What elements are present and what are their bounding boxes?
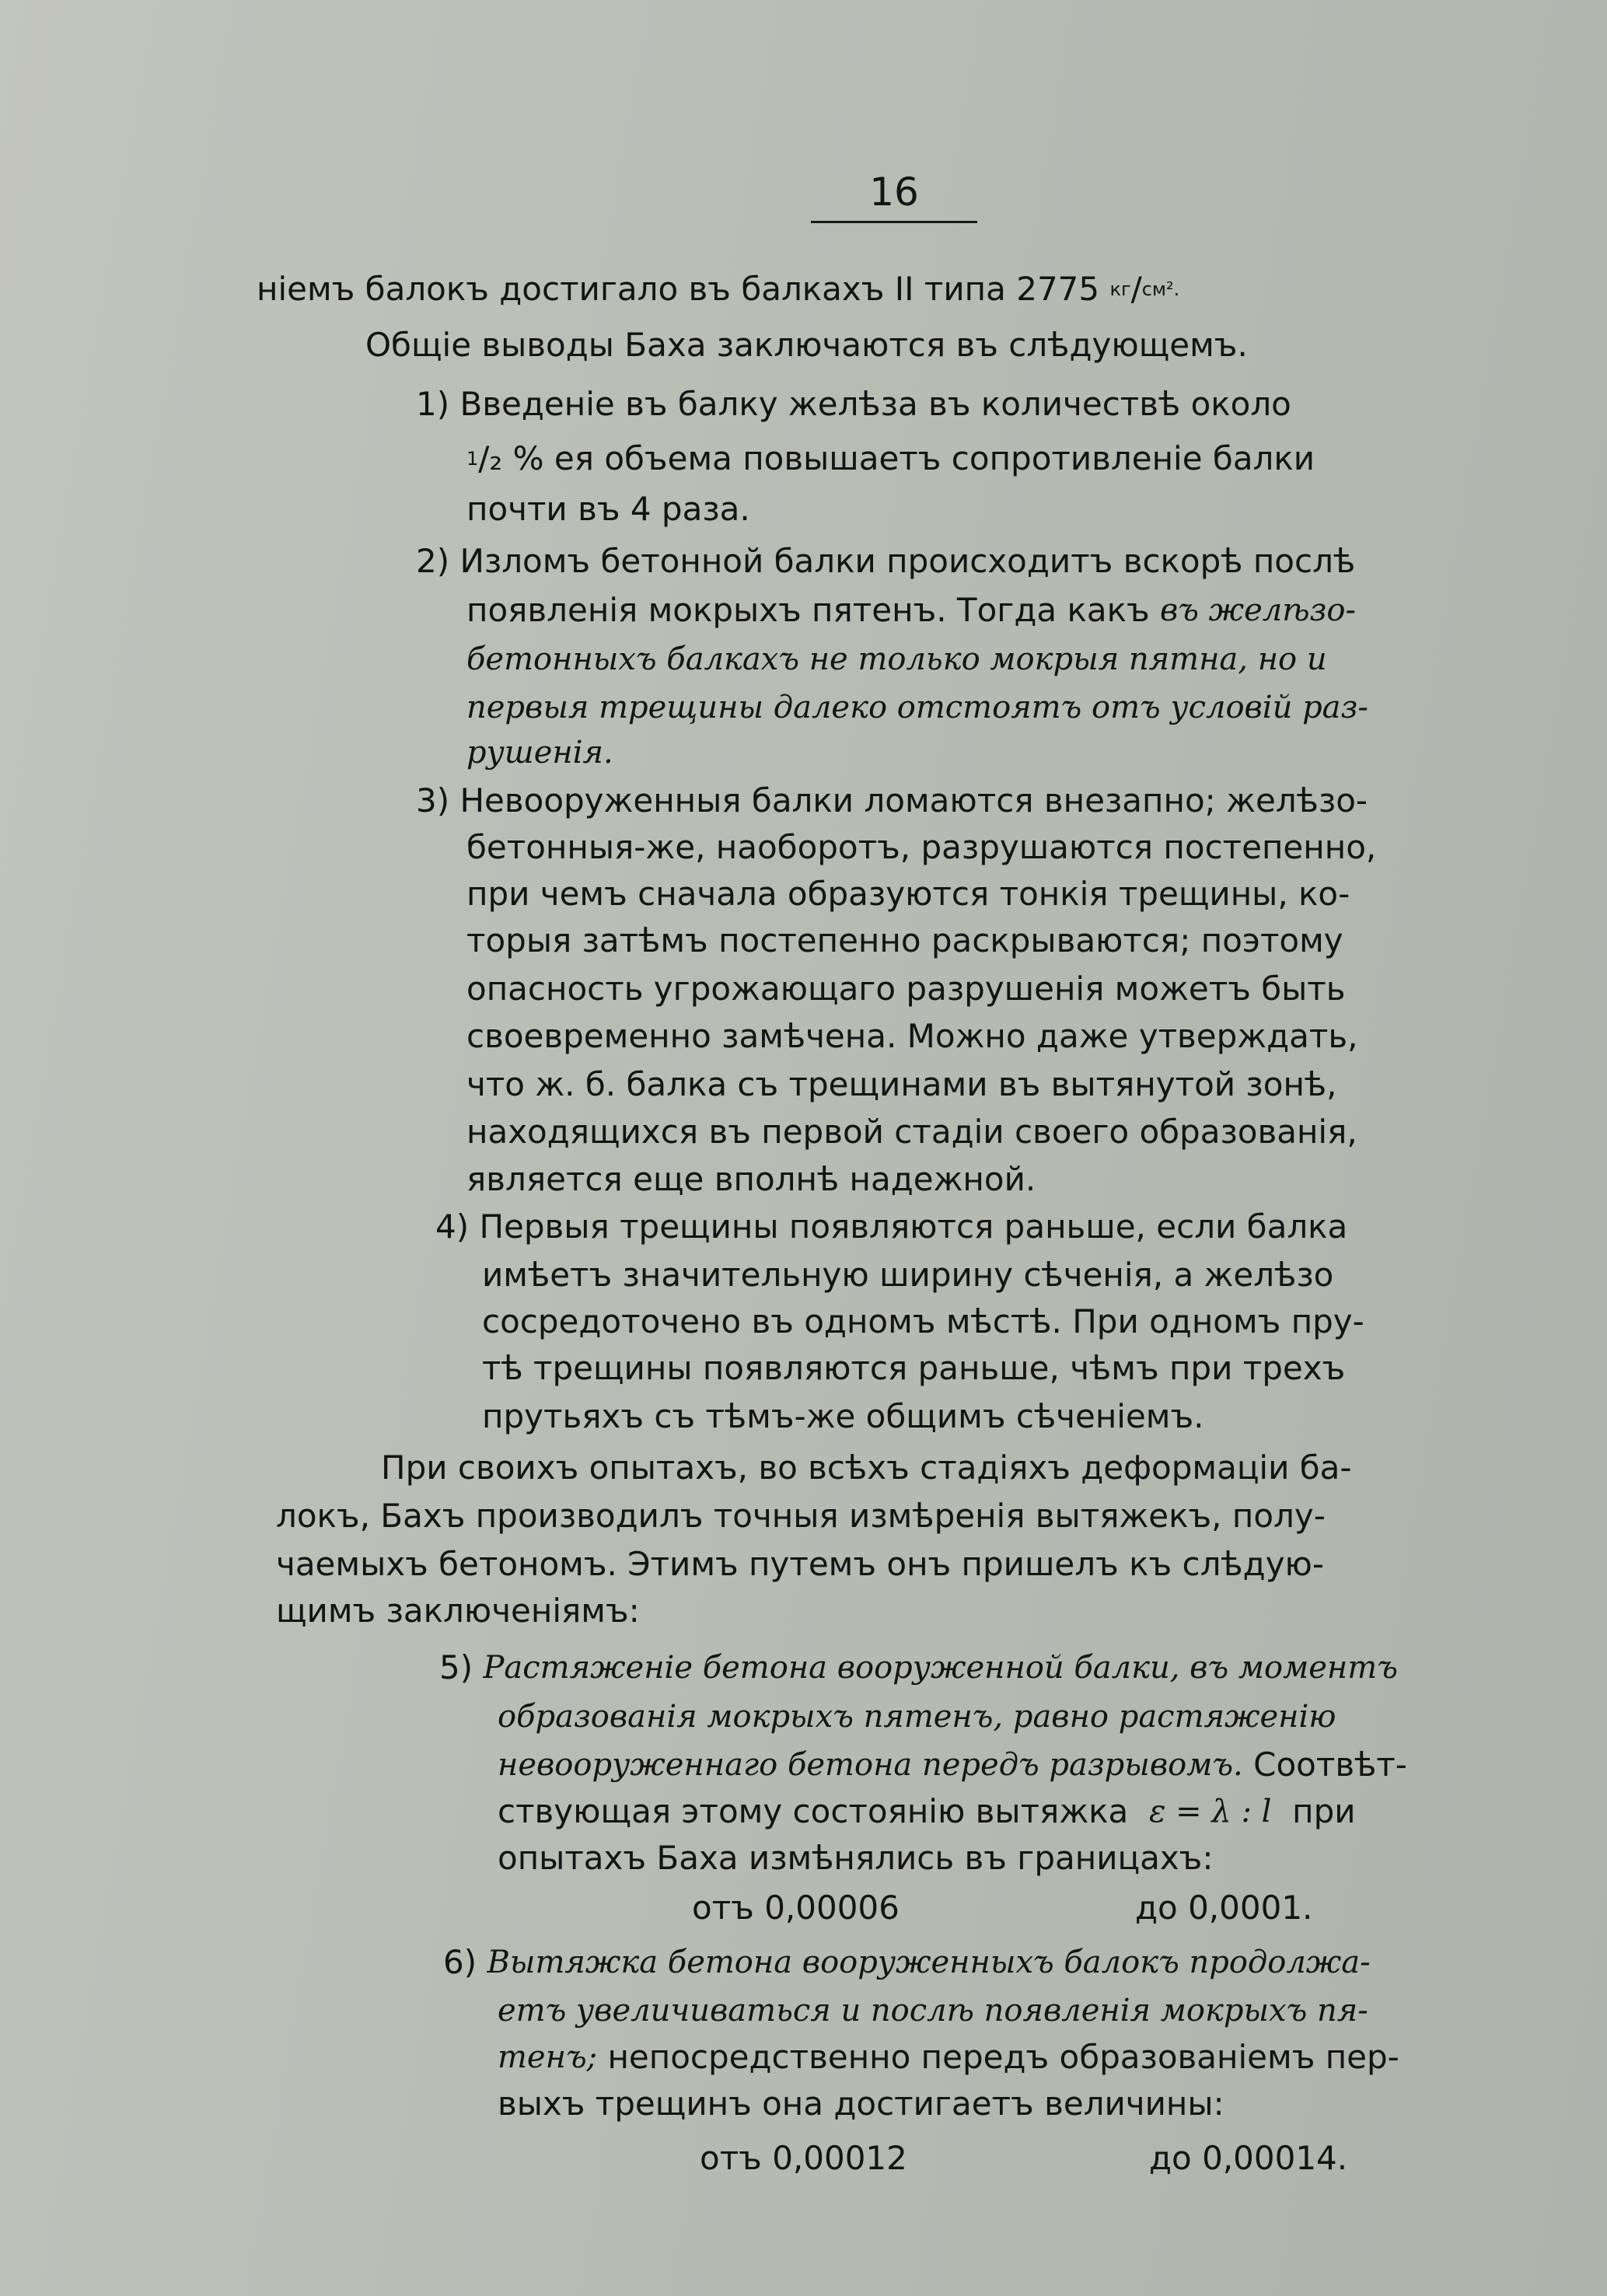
text-line: является еще вполнѣ надежной. [466, 1160, 1036, 1198]
page-number: 16 [869, 169, 919, 215]
text-line: бетонныя-же, наоборотъ, разрушаются постепенно, [466, 828, 1377, 866]
page-number-rule [811, 221, 977, 223]
value-range-line: отъ 0,00012 до 0,00014. [700, 2139, 1348, 2177]
list-item-3-line: 3) Невооруженныя балки ломаются внезапно; желѣзо- [416, 781, 1368, 820]
text-line: ніемъ балокъ достигало въ балкахъ II типа 2775 кг / см². [257, 270, 1180, 308]
text-line: при чемъ сначала образуются тонкія трещины, ко- [466, 875, 1350, 913]
text-line: невооруженнаго бетона передъ разрывомъ. Соотвѣт- [498, 1746, 1407, 1784]
text-line: имѣетъ значительную ширину сѣченія, а желѣзо [482, 1256, 1334, 1294]
list-item-4-line: 4) Первыя трещины появляются раньше, если балка [435, 1207, 1348, 1246]
list-item-1-line: 1) Введеніе въ балку желѣза въ количествѣ около [416, 385, 1291, 423]
text-line: рушенія. [466, 735, 613, 771]
text-line: опасность угрожающаго разрушенія можетъ быть [466, 970, 1346, 1008]
text-line: тѣ трещины появляются раньше, чѣмъ при трехъ [482, 1349, 1346, 1387]
list-item-6-line: 6) Вытяжка бетона вооруженныхъ балокъ продолжа- [443, 1943, 1371, 1981]
text-line: ствующая этому состоянію вытяжка ε = λ : l при [0, 1788, 1607, 1835]
text-line: первыя трещины далеко отстоятъ отъ условій раз- [466, 690, 1368, 725]
list-item-2-line: 2) Изломъ бетонной балки происходитъ вскорѣ послѣ [416, 542, 1356, 580]
text-line: торыя затѣмъ постепенно раскрываются; поэтому [466, 921, 1343, 959]
text-line: почти въ 4 раза. [466, 490, 750, 528]
text-line: 1 /₂ % ея объема повышаетъ сопротивленіе балки [466, 439, 1315, 477]
text-line: своевременно замѣчена. Можно даже утверждать, [466, 1017, 1358, 1055]
value-range-line: отъ 0,00006 до 0,0001. [692, 1889, 1313, 1927]
text-line: щимъ заключеніямъ: [276, 1592, 640, 1630]
text-line: прутьяхъ съ тѣмъ-же общимъ сѣченіемъ. [482, 1397, 1204, 1435]
text-line: локъ, Бахъ производилъ точныя измѣренія вытяжекъ, полу- [276, 1497, 1326, 1535]
text-line: опытахъ Баха измѣнялись въ границахъ: [498, 1839, 1214, 1877]
text-line: Общіе выводы Баха заключаются въ слѣдующемъ. [365, 326, 1248, 364]
text-line: образованія мокрыхъ пятенъ, равно растяженію [498, 1699, 1336, 1735]
text-line: тенъ; непосредственно передъ образованіемъ пер- [498, 2038, 1399, 2076]
text-line: бетонныхъ балкахъ не только мокрыя пятна, но и [466, 641, 1327, 677]
text-line: сосредоточено въ одномъ мѣстѣ. При одномъ пру- [482, 1302, 1364, 1340]
text-line: находящихся въ первой стадіи своего образованія, [466, 1113, 1357, 1151]
text-line: чаемыхъ бетономъ. Этимъ путемъ онъ пришелъ къ слѣдую- [276, 1545, 1325, 1583]
text-line: етъ увеличиваться и послѣ появленія мокрыхъ пя- [498, 1993, 1368, 2029]
text-line: появленія мокрыхъ пятенъ. Тогда какъ въ желѣзо- [466, 591, 1356, 629]
list-item-5-line: 5) Растяженіе бетона вооруженной балки, въ моментъ [439, 1648, 1398, 1686]
strain-formula: ε = λ : l [1148, 1794, 1272, 1829]
text-line: выхъ трещинъ она достигаетъ величины: [498, 2085, 1224, 2123]
text-line: что ж. б. балка съ трещинами въ вытянутой зонѣ, [466, 1065, 1337, 1103]
text-line: При своихъ опытахъ, во всѣхъ стадіяхъ деформаціи ба- [381, 1449, 1352, 1487]
